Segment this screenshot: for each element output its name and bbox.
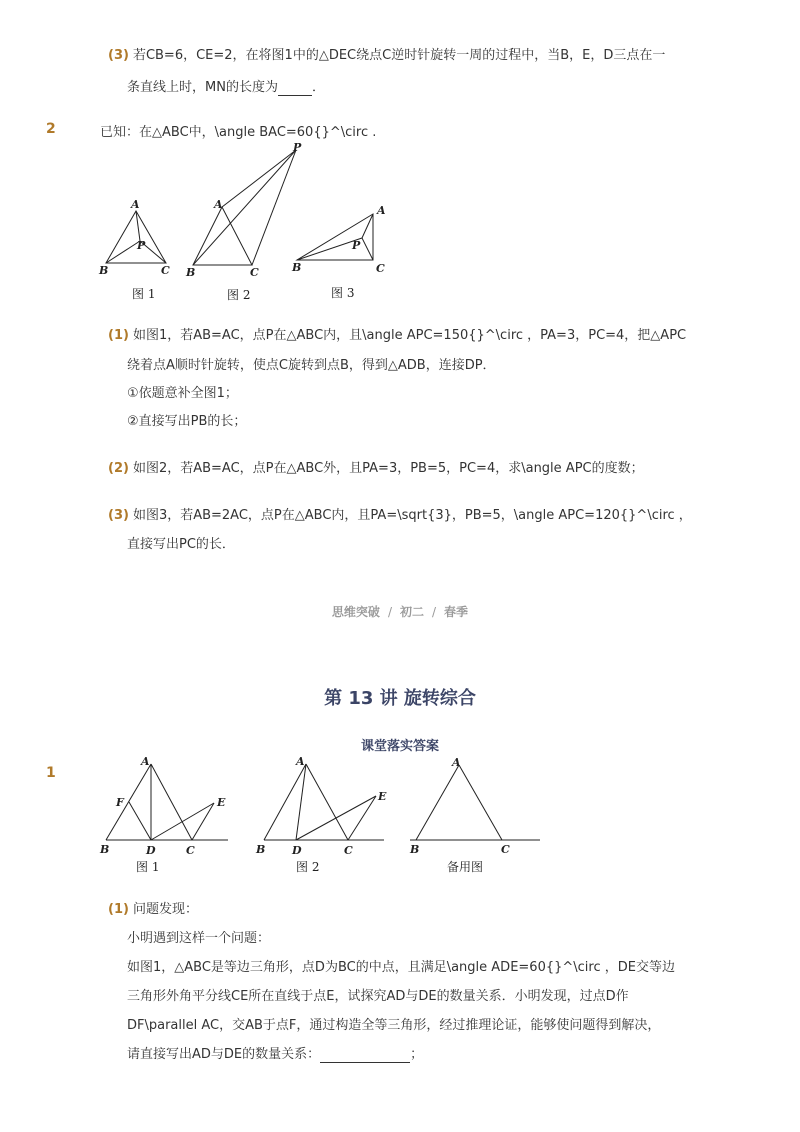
lesson-title: 第 13 讲 旋转综合 bbox=[324, 688, 476, 709]
q2-part1-line4: ②直接写出PB的长； bbox=[127, 414, 247, 429]
label-c: C bbox=[501, 843, 510, 856]
footer-brand: 思维突破 bbox=[331, 605, 380, 619]
label-e: E bbox=[217, 796, 226, 809]
label-c: C bbox=[376, 262, 385, 275]
label-b: B bbox=[292, 261, 302, 274]
label-a: A bbox=[131, 198, 140, 211]
text: 如图1，若AB=AC，点P在△ABC内，且\angle APC=150{}^\circ ，PA=3，PC=4，把△APC bbox=[132, 328, 687, 343]
text: 若CB=6，CE=2，在将图1中的△DEC绕点C逆时针旋转一周的过程中，当B，E，D三点在一 bbox=[132, 48, 666, 63]
segment-de bbox=[151, 803, 214, 840]
label-c: C bbox=[344, 844, 353, 857]
q2-figure-2 bbox=[185, 141, 302, 279]
question-number: 2 bbox=[46, 121, 56, 137]
segment-pc bbox=[362, 238, 373, 260]
q2-part3-line2: 直接写出PC的长． bbox=[127, 537, 235, 552]
segment-de bbox=[296, 796, 376, 840]
q2-figures bbox=[0, 138, 800, 308]
a1-figure-1 bbox=[99, 755, 228, 857]
part-number: (3) bbox=[108, 48, 129, 63]
figure-caption: 图 1 bbox=[136, 860, 160, 874]
answer-blank bbox=[320, 1047, 410, 1063]
label-c: C bbox=[186, 844, 195, 857]
segment-ab bbox=[264, 764, 306, 840]
label-a: A bbox=[452, 756, 461, 769]
text: ； bbox=[410, 1047, 424, 1062]
label-c: C bbox=[250, 266, 259, 279]
q2-part2-line1 bbox=[108, 457, 644, 476]
prev-part3-line2 bbox=[127, 76, 325, 96]
segment-pb bbox=[193, 150, 296, 265]
footer-term: 春季 bbox=[444, 605, 469, 619]
figure-caption: 图 1 bbox=[132, 287, 156, 301]
label-b: B bbox=[186, 266, 196, 279]
triangle-abc bbox=[297, 214, 373, 260]
figure-caption: 图 3 bbox=[331, 286, 355, 300]
part-number: (2) bbox=[108, 461, 129, 476]
text: 如图2，若AB=AC，点P在△ABC外，且PA=3，PB=5，PC=4，求\angle APC的度数； bbox=[132, 461, 644, 476]
label-b: B bbox=[99, 264, 109, 277]
a1-part1-line3: 如图1，△ABC是等边三角形，点D为BC的中点，且满足\angle ADE=60{}^\circ ，DE交等边 bbox=[127, 960, 675, 975]
footer-grade: 初二 bbox=[399, 605, 424, 619]
page-footer bbox=[0, 603, 800, 620]
label-p: P bbox=[137, 239, 146, 252]
figure-caption: 图 2 bbox=[296, 860, 320, 874]
footer-separator: / bbox=[387, 605, 392, 619]
label-d: D bbox=[292, 844, 302, 857]
q2-part3-line1 bbox=[108, 504, 692, 523]
label-b: B bbox=[410, 843, 420, 856]
answer-blank bbox=[278, 80, 312, 96]
segment-ac bbox=[459, 765, 502, 840]
text: 请直接写出AD与DE的数量关系： bbox=[127, 1047, 321, 1062]
label-a: A bbox=[296, 755, 305, 768]
text: 问题发现： bbox=[132, 902, 198, 917]
segment-pb bbox=[106, 241, 140, 263]
segment-ce bbox=[348, 796, 376, 840]
a1-part1-line1 bbox=[108, 898, 198, 917]
a1-part1-line2: 小明遇到这样一个问题： bbox=[127, 931, 271, 946]
label-a: A bbox=[214, 198, 223, 211]
segment-df bbox=[129, 802, 151, 840]
a1-part1-line4: 三角形外角平分线CE所在直线于点E，试探究AD与DE的数量关系．小明发现，过点D作 bbox=[127, 989, 629, 1004]
text: 条直线上时，MN的长度为 bbox=[127, 80, 278, 95]
section-subtitle: 课堂落实答案 bbox=[360, 739, 439, 754]
label-f: F bbox=[116, 796, 124, 809]
segment-ab bbox=[416, 765, 459, 840]
part-number: (1) bbox=[108, 328, 129, 343]
label-b: B bbox=[100, 843, 110, 856]
footer-separator: / bbox=[432, 605, 437, 619]
q2-figure-1 bbox=[98, 198, 170, 277]
a1-part1-line5: DF\parallel AC，交AB于点F，通过构造全等三角形，经过推理论证，能够使问题得到解决， bbox=[127, 1018, 661, 1033]
label-c: C bbox=[161, 264, 170, 277]
figure-caption: 备用图 bbox=[447, 860, 484, 874]
segment-ac bbox=[306, 764, 348, 840]
a1-figure-2 bbox=[255, 755, 387, 857]
segment-ce bbox=[192, 803, 214, 840]
text: 如图3，若AB=2AC，点P在△ABC内，且PA=\sqrt{3}，PB=5，\angle APC=120{}^\circ ， bbox=[132, 508, 692, 523]
q2-part1-line2: 绕着点A顺时针旋转，使点C旋转到点B，得到△ADB，连接DP． bbox=[127, 358, 496, 373]
text: ． bbox=[311, 80, 325, 95]
part-number: (1) bbox=[108, 902, 129, 917]
a1-part1-line6 bbox=[127, 1043, 423, 1063]
q2-part1-line3: ①依题意补全图1； bbox=[127, 386, 238, 401]
a1-figures bbox=[0, 750, 800, 860]
question-number: 1 bbox=[46, 765, 56, 781]
label-d: D bbox=[146, 844, 156, 857]
q2-part1-line1 bbox=[108, 324, 686, 343]
segment-pa bbox=[136, 211, 140, 241]
q2-figure-3 bbox=[291, 204, 386, 275]
a1-figure-backup bbox=[409, 756, 540, 856]
label-a: A bbox=[377, 204, 386, 217]
segment-ac bbox=[151, 764, 192, 840]
label-p: P bbox=[293, 141, 302, 154]
part-number: (3) bbox=[108, 508, 129, 523]
label-e: E bbox=[378, 790, 387, 803]
label-p: P bbox=[352, 239, 361, 252]
figure-caption: 图 2 bbox=[227, 288, 251, 302]
prev-part3-line1 bbox=[108, 44, 665, 63]
label-b: B bbox=[256, 843, 266, 856]
segment-ad bbox=[296, 764, 306, 840]
label-a: A bbox=[141, 755, 150, 768]
triangle-abc bbox=[193, 207, 252, 265]
question-stem: 已知：在△ABC中，\angle BAC=60{}^\circ . bbox=[100, 125, 377, 140]
